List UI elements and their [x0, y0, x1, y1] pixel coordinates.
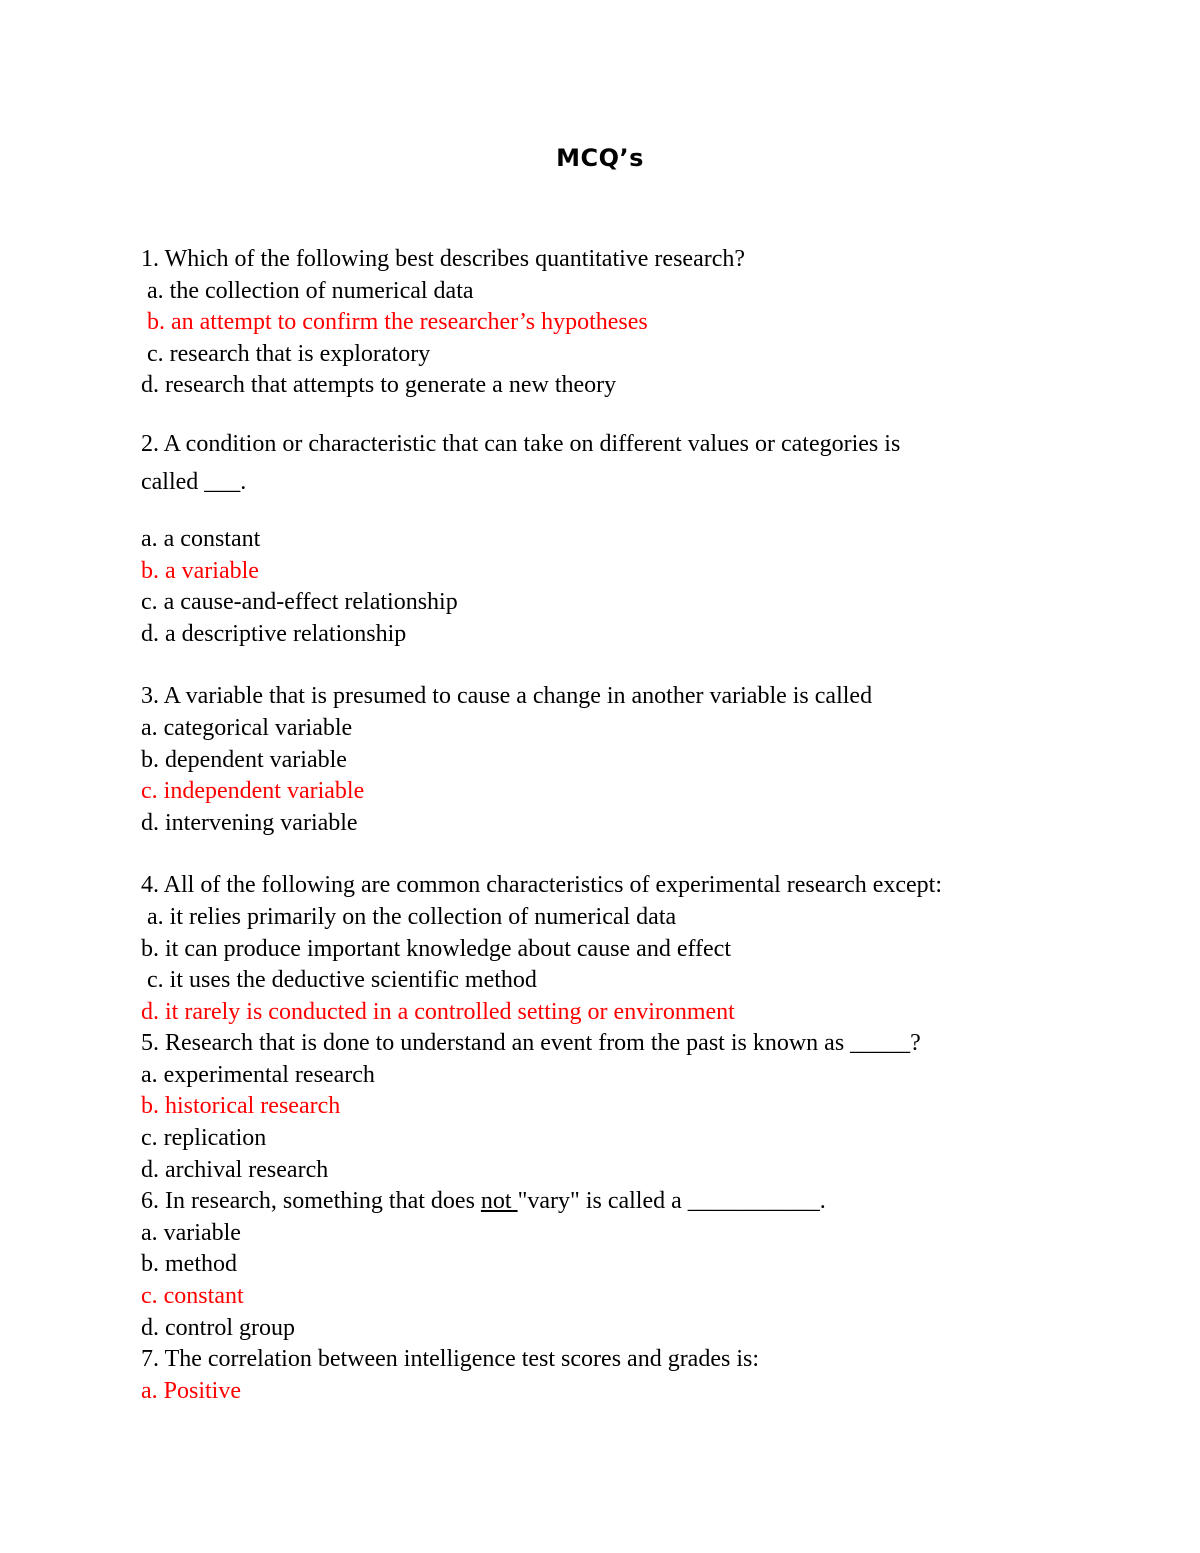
option-b: b. dependent variable: [141, 746, 347, 773]
option-d: d. archival research: [141, 1156, 329, 1183]
question-stem: 5. Research that is done to understand an event from the past is known as _____?: [141, 1030, 921, 1057]
option-c: c. replication: [141, 1125, 267, 1152]
option-b-correct: b. a variable: [141, 557, 259, 584]
option-a: a. it relies primarily on the collection of numerical data: [141, 903, 677, 930]
option-c: c. it uses the deductive scientific method: [141, 967, 537, 994]
question-4: [141, 870, 1101, 1028]
option-d-correct: d. it rarely is conducted in a controlled setting or environment: [141, 998, 735, 1025]
option-c: c. research that is exploratory: [141, 340, 431, 367]
option-a: a. the collection of numerical data: [141, 277, 474, 304]
question-2: [141, 425, 1101, 650]
question-stem-continued: called ___.: [141, 468, 247, 495]
question-stem: 1. Which of the following best describes quantitative research?: [141, 246, 746, 272]
option-b: b. it can produce important knowledge about cause and effect: [141, 935, 732, 962]
option-a: a. experimental research: [141, 1061, 375, 1088]
question-1: [141, 244, 1101, 402]
question-7: [141, 1344, 1101, 1407]
question-stem: 4. All of the following are common characteristics of experimental research except:: [141, 872, 943, 899]
option-a: a. variable: [141, 1219, 241, 1246]
question-3: [141, 681, 1101, 839]
question-stem: [141, 1186, 1101, 1218]
option-a-correct: a. Positive: [141, 1377, 241, 1404]
question-stem: 3. A variable that is presumed to cause a change in another variable is called: [141, 683, 873, 710]
question-stem: 2. A condition or characteristic that can take on different values or categories is: [141, 430, 901, 457]
question-6: [141, 1186, 1101, 1344]
question-list: [141, 244, 1101, 1407]
option-c: c. a cause-and-effect relationship: [141, 589, 458, 616]
option-c-correct: c. constant: [141, 1283, 244, 1310]
option-b: b. method: [141, 1251, 237, 1278]
option-b-correct: b. an attempt to confirm the researcher’s hypotheses: [141, 309, 648, 336]
option-d: d. research that attempts to generate a new theory: [141, 372, 617, 399]
option-d: d. intervening variable: [141, 809, 358, 836]
stem-after: "vary" is called a ___________.: [517, 1188, 826, 1215]
question-stem: 7. The correlation between intelligence test scores and grades is:: [141, 1346, 759, 1373]
option-a: a. categorical variable: [141, 714, 353, 741]
option-c-correct: c. independent variable: [141, 778, 365, 805]
option-d: d. a descriptive relationship: [141, 620, 407, 647]
page-title: MCQ’s: [556, 144, 644, 172]
stem-before: 6. In research, something that does: [141, 1188, 481, 1215]
question-5: [141, 1028, 1101, 1186]
option-a: a. a constant: [141, 525, 261, 552]
stem-underlined-word: not: [480, 1188, 518, 1215]
option-d: d. control group: [141, 1314, 295, 1341]
option-b-correct: b. historical research: [141, 1093, 341, 1120]
